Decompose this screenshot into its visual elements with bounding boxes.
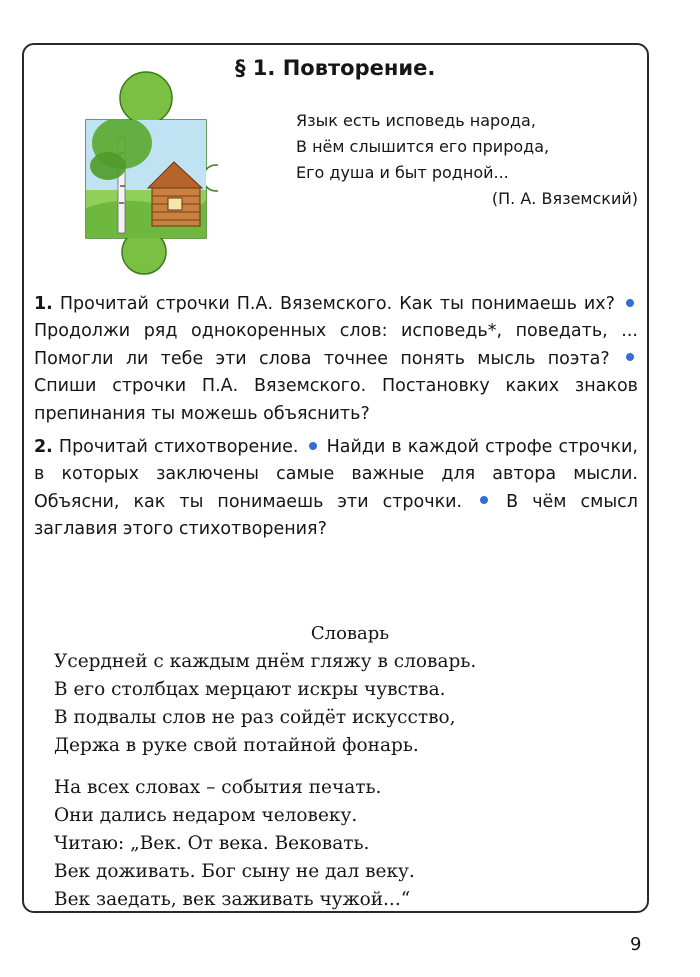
poem-line: На всех словах – события печать. bbox=[54, 777, 382, 798]
epigraph-author: (П. А. Вяземский) bbox=[491, 189, 638, 208]
bullet-icon bbox=[309, 442, 317, 450]
poem-line: Держа в руке свой потайной фонарь. bbox=[54, 735, 419, 756]
poem-line: Век доживать. Бог сыну не дал веку. bbox=[54, 861, 415, 882]
epigraph-line: Язык есть исповедь народа, bbox=[296, 111, 536, 130]
epigraph-line: Его душа и быт родной... bbox=[296, 163, 509, 182]
page-number: 9 bbox=[630, 934, 642, 955]
exercise-text: Спиши строчки П.А. Вяземского. Постановку каких знаков препинания ты можешь объяснить? bbox=[34, 376, 638, 424]
exercise-list bbox=[34, 291, 638, 550]
exercise-2 bbox=[34, 434, 638, 544]
poem-line: Читаю: „Век. От века. Вековать. bbox=[54, 833, 370, 854]
exercise-text: Найди в каждой строфе строчки, в которых заключены самые важные для автора мысли. Объясни, как ты понимаешь эти строчки. bbox=[34, 437, 638, 512]
exercise-number: 2. bbox=[34, 437, 53, 458]
poem-line: В подвалы слов не раз сойдёт искусство, bbox=[54, 707, 456, 728]
bullet-icon bbox=[626, 353, 634, 361]
exercise-text: В чём смысл заглавия этого стихотворения? bbox=[34, 491, 638, 540]
exercise-text: Продолжи ряд однокоренных слов: исповедь*, поведать, ... Помогли ли тебе эти слова точнее понять мысль поэта? bbox=[34, 321, 638, 369]
exercise-1 bbox=[34, 291, 638, 428]
poem bbox=[54, 648, 634, 914]
poem-title: Словарь bbox=[310, 623, 390, 644]
bullet-icon bbox=[480, 496, 488, 504]
poem-line: Они дались недаром человеку. bbox=[54, 805, 358, 826]
puzzle-illustration bbox=[78, 68, 218, 278]
poem-line: Век заедать, век заживать чужой...“ bbox=[54, 889, 411, 910]
section-title: § 1. Повторение. bbox=[235, 56, 436, 80]
poem-line: Усердней с каждым днём гляжу в словарь. bbox=[54, 651, 477, 672]
exercise-text: Прочитай строчки П.А. Вяземского. Как ты понимаешь их? bbox=[59, 294, 615, 314]
poem-line: В его столбцах мерцают искры чувства. bbox=[54, 679, 446, 700]
exercise-number: 1. bbox=[34, 294, 53, 314]
exercise-text: Прочитай стихотворение. bbox=[58, 437, 299, 458]
bullet-icon bbox=[626, 299, 634, 307]
epigraph bbox=[296, 108, 638, 212]
epigraph-line: В нём слышится его природа, bbox=[296, 137, 550, 156]
